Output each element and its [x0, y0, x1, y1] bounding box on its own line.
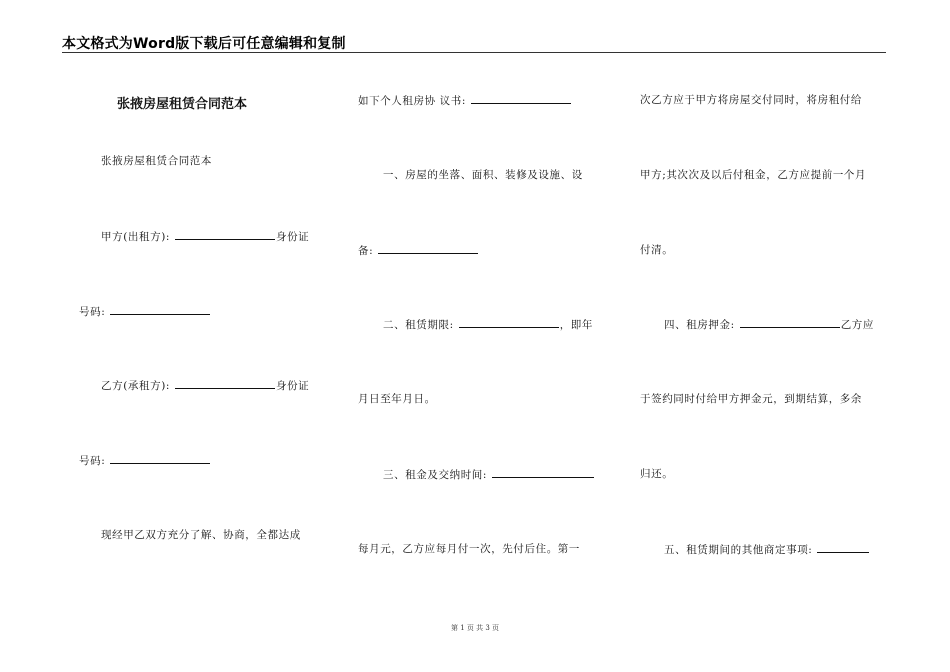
agreement-label: 如下个人租房协 议书: — [358, 95, 466, 107]
item1-blank — [378, 243, 478, 254]
item4-label: 四、租房押金: — [664, 319, 735, 331]
party-b-line — [101, 378, 309, 393]
id-label-tail: 身份证 — [275, 231, 310, 243]
party-b-id-line — [79, 453, 211, 468]
party-a-line — [101, 229, 309, 244]
item5-label: 五、租赁期间的其他商定事项: — [664, 544, 813, 556]
item5-blank — [817, 542, 869, 553]
col3-line2: 甲方;其次次及以后付租金，乙方应提前一个月 — [640, 169, 867, 181]
item4-tail: 乙方应 — [840, 319, 875, 331]
agreement-line — [358, 93, 572, 108]
item2-tail: ，即年 — [559, 319, 594, 331]
col3-line1: 次乙方应于甲方将房屋交付同时，将房租付给 — [640, 94, 862, 106]
item1-line2 — [358, 243, 479, 258]
party-a-id-blank — [110, 304, 210, 315]
consent-line: 现经甲乙双方充分了解、协商，全都达成 — [101, 529, 301, 541]
id-label-tail-b: 身份证 — [275, 380, 310, 392]
document-title: 张掖房屋租赁合同范本 — [117, 97, 248, 112]
id-number-label-b: 号码: — [79, 455, 106, 467]
party-b-id-blank — [110, 453, 210, 464]
item4-line2: 于签约同时付给甲方押金元，到期结算，多余 — [640, 393, 862, 405]
party-a-name-blank — [175, 229, 275, 240]
header-divider — [62, 52, 886, 53]
subtitle: 张掖房屋租赁合同范本 — [101, 155, 212, 167]
item3-label: 三、租金及交纳时间: — [383, 469, 488, 481]
party-b-label: 乙方(承租方): — [101, 380, 171, 392]
item4-blank — [740, 317, 840, 328]
party-a-id-line — [79, 304, 211, 319]
item4-line3: 归还。 — [640, 468, 674, 480]
item3-blank — [492, 467, 594, 478]
document-header: 本文格式为Word版下载后可任意编辑和复制 — [62, 36, 346, 52]
item1-line1: 一、房屋的坐落、面积、装修及设施、设 — [383, 169, 583, 181]
col3-line3: 付清。 — [640, 244, 674, 256]
party-b-name-blank — [175, 378, 275, 389]
item3-line1 — [383, 467, 595, 482]
item1-label: 备: — [358, 245, 374, 257]
page-number: 第 1 页 共 3 页 — [450, 624, 500, 632]
party-a-label: 甲方(出租方): — [101, 231, 171, 243]
item2-blank — [459, 317, 559, 328]
item4-line1 — [664, 317, 874, 332]
id-number-label: 号码: — [79, 306, 106, 318]
agreement-blank — [471, 93, 571, 104]
item2-line2: 月日至年月日。 — [358, 393, 436, 405]
item3-line2: 每月元，乙方应每月付一次，先付后住。第一 — [358, 543, 580, 555]
item2-label: 二、租赁期限: — [383, 319, 454, 331]
item2-line1 — [383, 317, 593, 332]
item5-line — [664, 542, 870, 557]
